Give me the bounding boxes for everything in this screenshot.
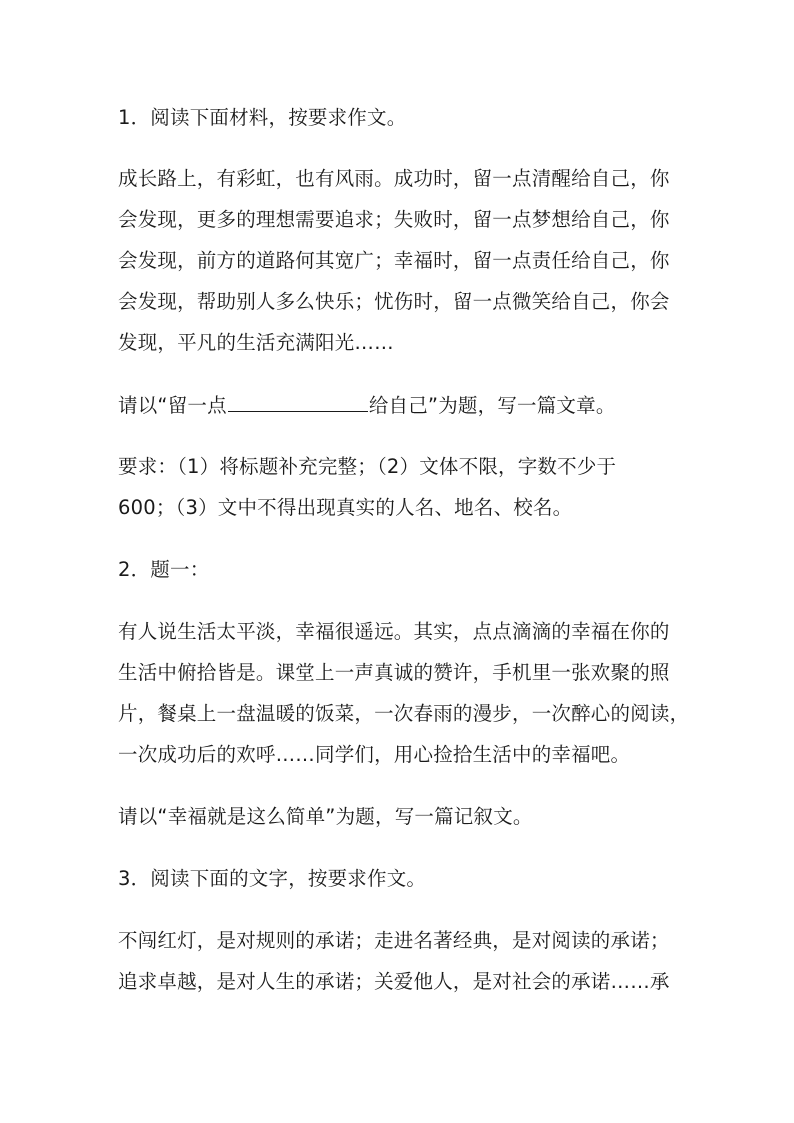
question-2-material-line: 生活中俯拾皆是。课堂上一声真诚的赞许，手机里一张欢聚的照 — [118, 661, 670, 684]
question-2-material-line: 有人说生活太平淡，幸福很遥远。其实，点点滴滴的幸福在你的 — [118, 620, 670, 643]
question-1-material-line: 会发现，更多的理想需要追求；失败时，留一点梦想给自己，你 — [118, 208, 670, 231]
title-blank — [228, 393, 368, 412]
question-1-prompt-before: 请以“留一点 — [118, 394, 227, 417]
question-1-prompt — [118, 393, 718, 418]
question-1-prompt-after: 给自己”为题，写一篇文章。 — [368, 394, 616, 417]
question-2-heading: 2．题一： — [118, 558, 210, 581]
question-3-material-line: 追求卓越，是对人生的承诺；关爱他人，是对社会的承诺……承 — [118, 970, 670, 993]
question-1-material-line: 会发现，前方的道路何其宽广；幸福时，留一点责任给自己，你 — [118, 249, 670, 272]
question-3-material-line: 不闯红灯，是对规则的承诺；走进名著经典，是对阅读的承诺； — [118, 929, 670, 952]
question-1-heading: 1．阅读下面材料，按要求作文。 — [118, 106, 407, 129]
question-1-requirements-line: 600；（3）文中不得出现真实的人名、地名、校名。 — [118, 496, 573, 519]
question-2-prompt: 请以“幸福就是这么简单”为题，写一篇记叙文。 — [118, 805, 533, 828]
question-1-requirements-line: 要求：（1）将标题补充完整；（2）文体不限，字数不少于 — [118, 455, 617, 478]
question-3-heading: 3．阅读下面的文字，按要求作文。 — [118, 867, 427, 890]
question-2-material-line: 片，餐桌上一盘温暖的饭菜，一次春雨的漫步，一次醉心的阅读， — [118, 702, 690, 725]
question-1-material-line: 会发现，帮助别人多么快乐；忧伤时，留一点微笑给自己，你会 — [118, 290, 670, 313]
question-1-material-line: 成长路上，有彩虹，也有风雨。成功时，留一点清醒给自己，你 — [118, 167, 670, 190]
question-1-material-line: 发现，平凡的生活充满阳光…… — [118, 331, 394, 354]
question-2-material-line: 一次成功后的欢呼……同学们，用心捡拾生活中的幸福吧。 — [118, 743, 631, 766]
